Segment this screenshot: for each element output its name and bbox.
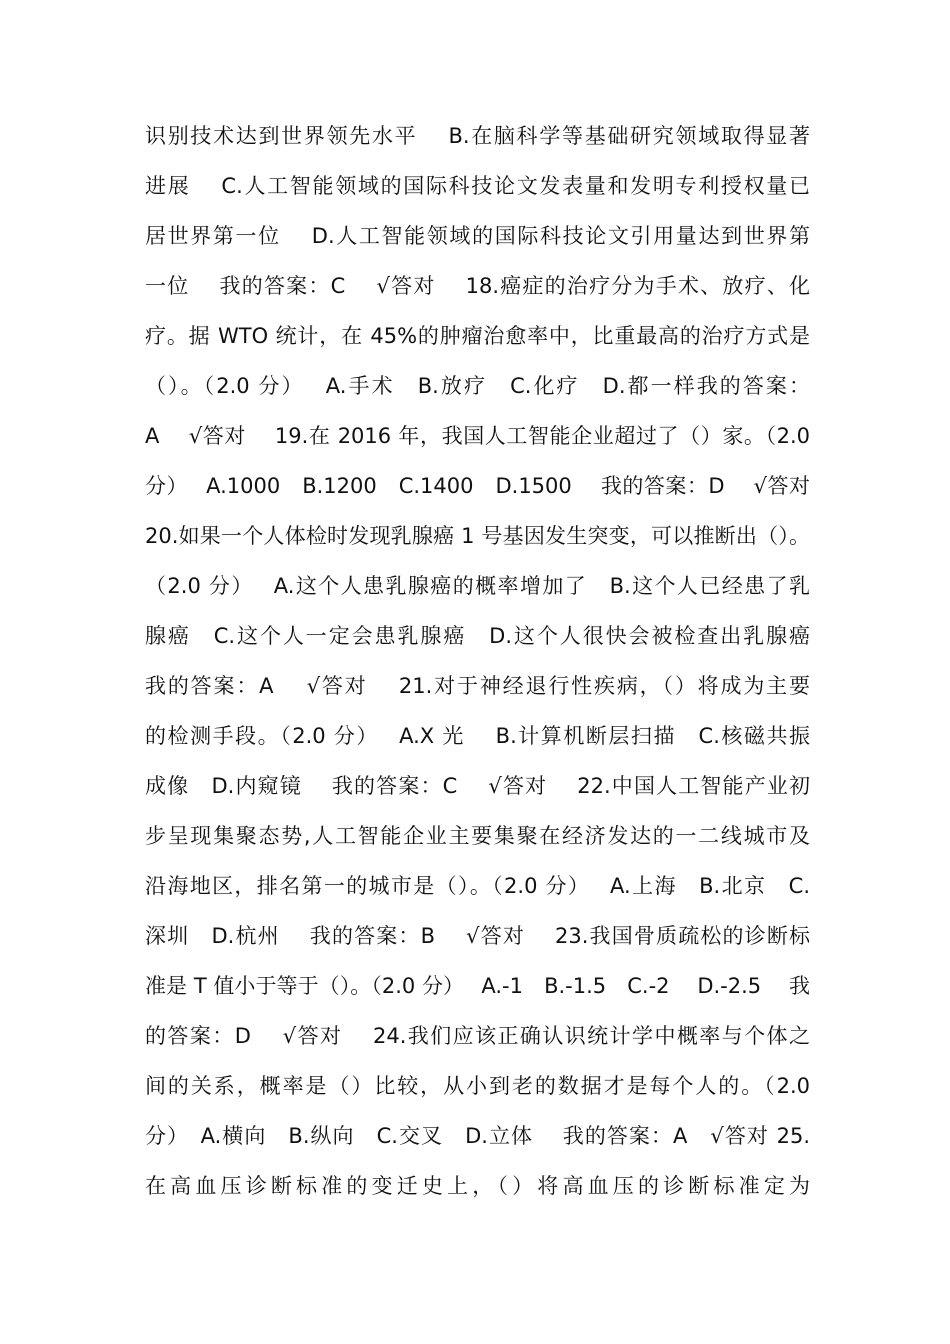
text-line: 进展 C.人工智能领域的国际科技论文发表量和发明专利授权量已	[145, 174, 810, 198]
text-line: 在高血压诊断标准的变迁史上，（）将高血压的诊断标准定为	[145, 1174, 810, 1198]
text-line: 间的关系，概率是（）比较，从小到老的数据才是每个人的。（2.0	[145, 1074, 810, 1098]
body-text	[145, 111, 810, 1211]
text-line: 分） A.1000 B.1200 C.1400 D.1500 我的答案：D √答对	[145, 474, 810, 498]
text-line: A √答对 19.在 2016 年，我国人工智能企业超过了（）家。（2.0	[145, 424, 810, 448]
text-line: 我的答案：A √答对 21.对于神经退行性疾病，（）将成为主要	[145, 674, 810, 698]
text-line: 准是 T 值小于等于（）。（2.0 分） A.-1 B.-1.5 C.-2 D.-2.5 我	[145, 974, 810, 998]
text-line: 步呈现集聚态势,人工智能企业主要集聚在经济发达的一二线城市及	[145, 824, 810, 848]
text-line: 的检测手段。（2.0 分） A.X 光 B.计算机断层扫描 C.核磁共振	[145, 724, 810, 748]
text-line: 的答案：D √答对 24.我们应该正确认识统计学中概率与个体之	[145, 1024, 810, 1048]
text-line: 20.如果一个人体检时发现乳腺癌 1 号基因发生突变，可以推断出（）。	[145, 524, 810, 548]
text-line: 深圳 D.杭州 我的答案：B √答对 23.我国骨质疏松的诊断标	[145, 924, 810, 948]
text-line: 腺癌 C.这个人一定会患乳腺癌 D.这个人很快会被检查出乳腺癌	[145, 624, 810, 648]
text-line: 分） A.横向 B.纵向 C.交叉 D.立体 我的答案：A √答对 25.	[145, 1124, 810, 1148]
text-line: 疗。据 WTO 统计，在 45%的肿瘤治愈率中，比重最高的治疗方式是	[145, 324, 810, 348]
text-line: （2.0 分） A.这个人患乳腺癌的概率增加了 B.这个人已经患了乳	[145, 574, 810, 598]
text-line: 识别技术达到世界领先水平 B.在脑科学等基础研究领域取得显著	[145, 124, 810, 148]
text-line: 成像 D.内窥镜 我的答案：C √答对 22.中国人工智能产业初	[145, 774, 810, 798]
text-line: （）。（2.0 分） A.手术 B.放疗 C.化疗 D.都一样我的答案：	[145, 374, 810, 398]
text-line: 居世界第一位 D.人工智能领域的国际科技论文引用量达到世界第	[145, 224, 810, 248]
text-line: 沿海地区，排名第一的城市是（）。（2.0 分） A.上海 B.北京 C.	[145, 874, 810, 898]
text-line: 一位 我的答案：C √答对 18.癌症的治疗分为手术、放疗、化	[145, 274, 810, 298]
